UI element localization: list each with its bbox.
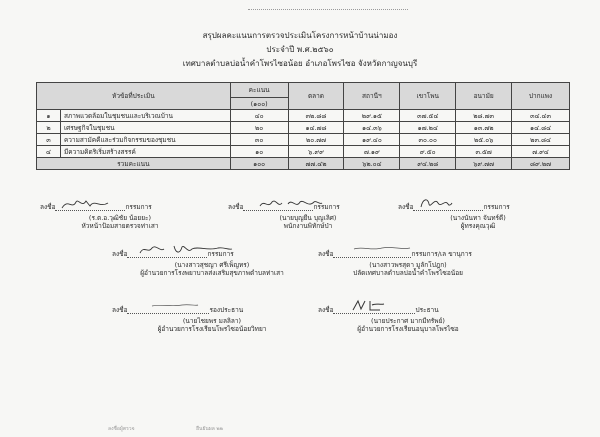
signer-position: ผู้ทรงคุณวุฒิ <box>460 222 496 230</box>
total-value: ๘๙.๒๗ <box>512 158 570 170</box>
row-value: ๑๓.๗๒ <box>456 122 512 134</box>
sign-prefix: ลงชื่อ <box>398 203 414 211</box>
sign-role: ประธาน <box>415 306 439 314</box>
signer-name: (นางสาวพรสุดา มูลักโปฎก) <box>369 261 447 269</box>
sign-role: รองประธาน <box>209 306 244 314</box>
table-row <box>37 134 570 146</box>
handwritten-signature-6 <box>150 300 200 310</box>
footer-right: ยืนยันผล ๒๒ <box>196 426 223 432</box>
total-full-score: ๑๐๐ <box>230 158 288 170</box>
score-table <box>36 82 570 170</box>
row-topic: เศรษฐกิจในชุมชน <box>60 122 230 134</box>
signer-position: ผู้อำนวยการโรงพยาบาลส่งเสริมสุขภาพตำบลท่าเสา <box>140 269 284 277</box>
sign-prefix: ลงชื่อ <box>40 203 56 211</box>
row-value: ๑๙.๔๐ <box>344 134 400 146</box>
footer-faded-text <box>108 425 283 433</box>
row-topic: มีความคิดริเริ่มสร้างสรรค์ <box>60 146 230 158</box>
footer-left: ลงชื่อผู้ตรวจ <box>108 426 135 432</box>
row-value: ๗.๙๔ <box>512 146 570 158</box>
row-number: ๑ <box>37 110 61 122</box>
handwritten-signature-5 <box>352 243 412 253</box>
sign-role: กรรมการ <box>483 203 510 211</box>
row-value: ๒๕.๐๖ <box>456 134 512 146</box>
header-area-1: ตลาด <box>288 83 344 110</box>
row-full-score: ๓๐ <box>230 134 288 146</box>
total-value: ๖๙.๗๗ <box>456 158 512 170</box>
row-topic: ความสามัคคีและร่วมกิจกรรมของชุมชน <box>60 134 230 146</box>
table-row <box>37 122 570 134</box>
row-value: ๒๘.๗๓ <box>456 110 512 122</box>
header-score: คะแนน <box>230 83 288 98</box>
table-header-row <box>37 83 570 98</box>
sign-prefix: ลงชื่อ <box>228 203 244 211</box>
table-row <box>37 110 570 122</box>
header-area-3: เขาโพน <box>400 83 456 110</box>
row-full-score: ๒๐ <box>230 122 288 134</box>
signer-name: (นายไชยพร มลลิลา) <box>182 317 242 325</box>
row-value: ๓๗.๕๔ <box>400 110 456 122</box>
handwritten-signature-7 <box>350 297 390 313</box>
doc-year: ประจำปี พ.ศ.๒๕๖๐ <box>266 45 334 54</box>
total-value: ๙๔.๒๘ <box>400 158 456 170</box>
header-score-full: (๑๐๐) <box>230 98 288 110</box>
total-value: ๗๗.๔๒ <box>288 158 344 170</box>
signer-name: (ร.ต.อ.วุฒิชัย น้อยยะ) <box>88 214 152 222</box>
total-label: รวมคะแนน <box>37 158 231 170</box>
sign-role: กรรมการ <box>313 203 340 211</box>
row-value: ๑๗.๒๔ <box>400 122 456 134</box>
handwritten-signature-1 <box>60 196 110 212</box>
signer-name: (นายประกาศ มากมีทรัพย์) <box>371 317 445 325</box>
handwritten-signature-4 <box>138 242 234 258</box>
row-value: ๓๔.๔๓ <box>512 110 570 122</box>
page-top-dotted-line <box>248 9 408 16</box>
signer-position: ผู้อำนวยการโรงเรียนอนุบาลโพรไซอ <box>357 325 459 333</box>
signer-name: (นายบุญยืน บุญเลิศ) <box>279 214 337 222</box>
doc-title: สรุปผลคะแนนการตรวจประเมินโครงการหน้าบ้านน่ามอง <box>202 31 398 40</box>
signature-block-5 <box>318 250 498 277</box>
signer-position: ผู้อำนวยการโรงเรียนโพรไซอน้อยวิทยา <box>157 325 267 333</box>
sign-role: กรรมการ <box>207 250 234 258</box>
handwritten-signature-3 <box>418 195 454 211</box>
row-value: ๑๔.๗๘ <box>288 122 344 134</box>
row-number: ๒ <box>37 122 61 134</box>
header-area-4: อนามัย <box>456 83 512 110</box>
row-value: ๙.๕๐ <box>400 146 456 158</box>
table-total-row <box>37 158 570 170</box>
row-full-score: ๔๐ <box>230 110 288 122</box>
doc-organization: เทศบาลตำบลบ่อน้ำคำโพรไซอน้อย อำเภอโพรไซอ จังหวัดกาญจนบุรี <box>182 59 418 68</box>
total-value: ๖๒.๐๔ <box>344 158 400 170</box>
row-value: ๒๙.๑๕ <box>344 110 400 122</box>
sign-prefix: ลงชื่อ <box>318 250 334 258</box>
signer-position: พนักงานพิทักษ์ป่า <box>283 222 333 230</box>
row-value: ๗.๑๙ <box>344 146 400 158</box>
row-value: ๓.๕๗ <box>456 146 512 158</box>
signer-position: หัวหน้าป้อมสายตรวจท่าเสา <box>81 222 159 230</box>
row-value: ๑๔.๓๖ <box>344 122 400 134</box>
row-value: ๓๐.๐๐ <box>400 134 456 146</box>
row-value: ๖.๙๙ <box>288 146 344 158</box>
header-area-2: สถานีฯ <box>344 83 400 110</box>
sign-prefix: ลงชื่อ <box>112 250 128 258</box>
row-value: ๓๒.๘๘ <box>288 110 344 122</box>
row-number: ๓ <box>37 134 61 146</box>
row-value: ๑๔.๘๔ <box>512 122 570 134</box>
sign-role: กรรมการ <box>125 203 152 211</box>
signer-position: ปลัดเทศบาลตำบลบ่อน้ำคำโพรไซอน้อย <box>353 269 463 277</box>
sign-prefix: ลงชื่อ <box>112 306 128 314</box>
row-number: ๔ <box>37 146 61 158</box>
signature-block-6 <box>112 306 312 333</box>
sign-prefix: ลงชื่อ <box>318 306 334 314</box>
header-topic: หัวข้อที่ประเมิน <box>37 83 231 110</box>
signer-name: (นางนันทา จันทร์ดี) <box>450 214 506 222</box>
row-value: ๒๐.๗๗ <box>288 134 344 146</box>
handwritten-signature-2 <box>258 196 324 212</box>
sign-role: กรรมการ/เล ขานุการ <box>411 250 472 258</box>
row-full-score: ๑๐ <box>230 146 288 158</box>
signature-block-7 <box>318 306 498 333</box>
header-area-5: ปากแพง <box>512 83 570 110</box>
signer-name: (นางสาวสุชญา ศรีเพ็ญทร) <box>174 261 250 269</box>
row-topic: สภาพแวดล้อมในชุมชนและบริเวณบ้าน <box>60 110 230 122</box>
table-row <box>37 146 570 158</box>
row-value: ๒๓.๘๔ <box>512 134 570 146</box>
